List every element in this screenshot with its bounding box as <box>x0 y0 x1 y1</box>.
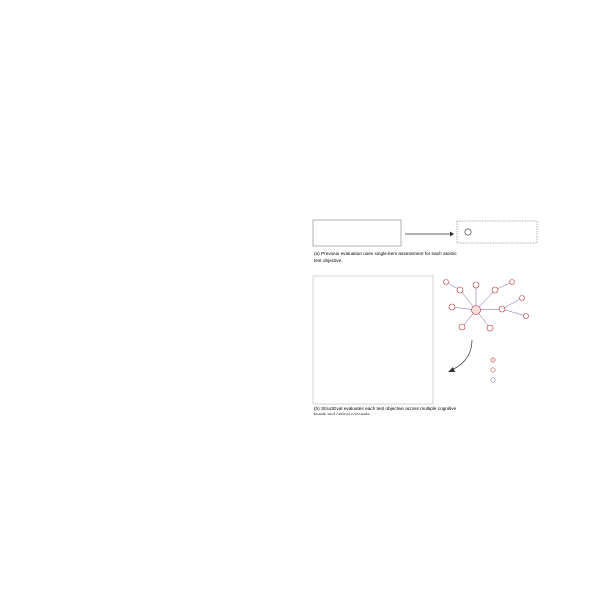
kg-edge <box>502 309 526 316</box>
single-instance-box <box>313 220 401 246</box>
legend-test-icon <box>491 368 495 372</box>
figure-legend <box>491 358 495 382</box>
kg-node <box>459 324 465 330</box>
kg-node <box>524 314 529 319</box>
figure-1 <box>312 210 538 415</box>
kg-node <box>520 296 525 301</box>
kg-node <box>510 280 515 285</box>
kg-node <box>457 287 463 293</box>
structured-arrow <box>452 340 472 370</box>
kg-node <box>499 306 505 312</box>
kg-node <box>487 325 493 331</box>
panel-b-caption-line: (b) StructEval evaluates each test objective across multiple cognitive <box>314 406 457 411</box>
atomic-node-icon <box>465 229 471 235</box>
panel-b-caption-line: levels and critical concepts. <box>314 412 372 415</box>
figure-1-graphic <box>312 210 538 415</box>
kg-node <box>473 282 479 288</box>
intro-heading <box>74 536 83 548</box>
kg-nodes <box>444 280 529 332</box>
kg-node <box>492 287 498 293</box>
legend-concept-icon <box>491 378 495 382</box>
kg-node-seed <box>472 306 481 315</box>
structured-arrow-head <box>448 367 455 372</box>
isolated-arrow-head <box>450 232 454 237</box>
kg-node <box>449 304 455 310</box>
panel-a-caption-line: test objective. <box>314 258 343 263</box>
kg-edge <box>502 298 522 309</box>
affiliation-line-1 <box>0 125 600 139</box>
affiliations <box>0 125 600 139</box>
panel-a-caption-line: (a) Previous evaluation uses single-item assessment for each atomic <box>314 251 457 256</box>
bloom-box <box>313 276 433 404</box>
legend-seed-icon <box>491 358 495 362</box>
kg-node <box>444 280 449 285</box>
